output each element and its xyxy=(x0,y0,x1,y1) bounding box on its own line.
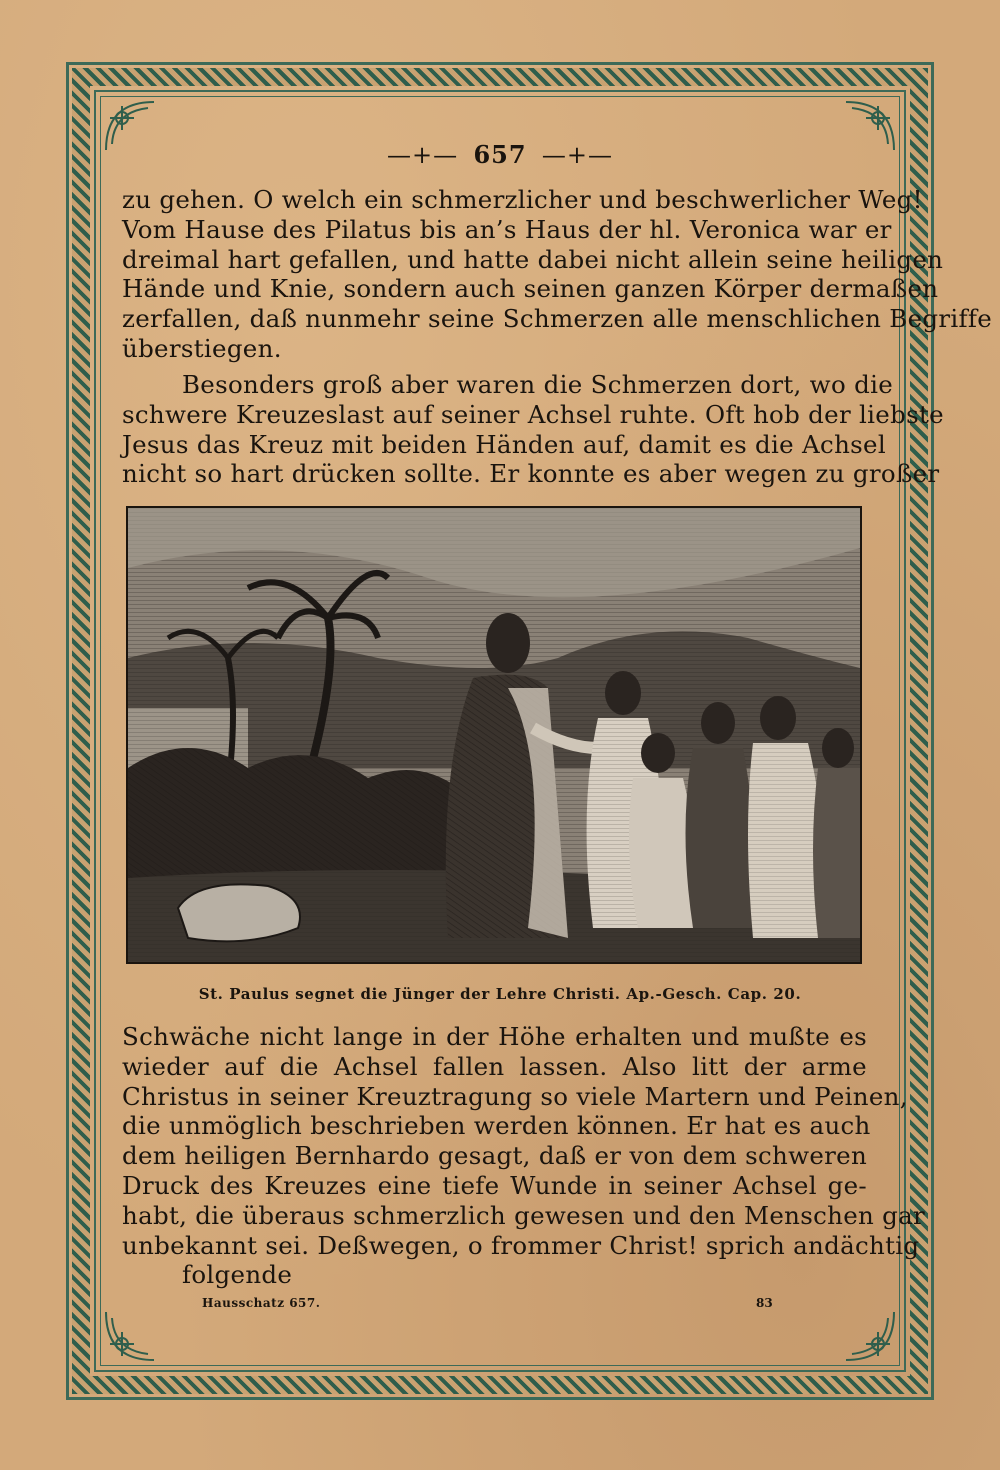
ornament-dash-right: —+— xyxy=(541,141,614,169)
paragraph-2 xyxy=(122,370,944,489)
footer-sheet-number: 83 xyxy=(756,1296,773,1310)
text-line: habt, die überaus schmerzlich gewesen und den Menschen gar xyxy=(122,1200,926,1230)
text-line: Jesus das Kreuz mit beiden Händen auf, damit es die Achsel xyxy=(122,429,886,459)
paragraph-3 xyxy=(122,1022,926,1290)
text-line: dem heiligen Bernhardo gesagt, daß er von dem schweren xyxy=(122,1141,868,1171)
text-line: schwere Kreuzeslast auf seiner Achsel ruhte. Oft hob der liebste xyxy=(122,399,944,429)
engraving-image xyxy=(128,508,860,962)
text-line: nicht so hart drücken sollte. Er konnte es aber wegen zu großer xyxy=(122,459,940,489)
text-line: Besonders groß aber waren die Schmerzen dort, wo die xyxy=(182,370,894,399)
text-line: zu gehen. O welch ein schmerzlicher und beschwerlicher Weg! xyxy=(122,185,923,214)
paragraph-1 xyxy=(122,185,993,364)
text-line: Hände und Knie, sondern auch seinen ganzen Körper dermaßen xyxy=(122,274,939,304)
text-line: überstiegen. xyxy=(122,333,282,363)
text-line: folgende xyxy=(182,1260,293,1290)
text-line: Druck des Kreuzes eine tiefe Wunde in seiner Achsel ge- xyxy=(122,1170,867,1200)
text-line: dreimal hart gefallen, und hatte dabei nicht allein seine heiligen xyxy=(122,244,944,274)
text-line: die unmöglich beschrieben werden können. Er hat es auch xyxy=(122,1111,871,1141)
illustration-caption: St. Paulus segnet die Jünger der Lehre Christi. Ap.-Gesch. Cap. 20. xyxy=(198,985,802,1003)
footer-signature: Hausschatz 657. xyxy=(202,1296,321,1310)
text-line: Schwäche nicht lange in der Höhe erhalten und mußte es xyxy=(122,1022,867,1051)
corner-ornament-icon xyxy=(102,1308,158,1364)
text-line: Christus in seiner Kreuztragung so viele Martern und Peinen, xyxy=(122,1081,908,1111)
page-number-header xyxy=(0,140,1000,169)
page-number: 657 xyxy=(473,140,527,169)
engraving-illustration xyxy=(126,506,862,964)
text-line: unbekannt sei. Deßwegen, o frommer Christ! sprich andächtig xyxy=(122,1230,920,1260)
text-line: Vom Hause des Pilatus bis an’s Haus der hl. Veronica war er xyxy=(122,214,892,244)
corner-ornament-icon xyxy=(842,1308,898,1364)
ornament-dash-left: —+— xyxy=(386,141,459,169)
text-line: zerfallen, daß nunmehr seine Schmerzen alle menschlichen Begriffe xyxy=(122,304,993,334)
text-line: wieder auf die Achsel fallen lassen. Also litt der arme xyxy=(122,1051,867,1081)
